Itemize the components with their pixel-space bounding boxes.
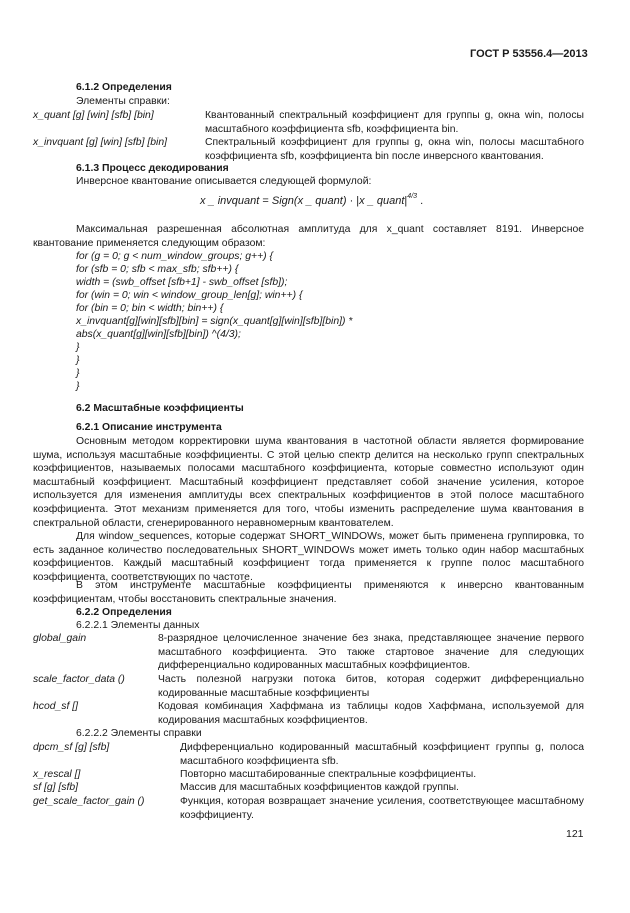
rescaling-paragraph: В этом инструменте масштабные коэффициенты применяются к инверсно квантованным коэффициентам, чтобы восстановить спектральные значения.: [33, 580, 584, 605]
formula-abs: x _ quant: [359, 195, 405, 207]
term-x-rescal: x_rescal []: [33, 769, 81, 780]
section-6-1-3-intro: Инверсное квантование описывается следующей формулой:: [76, 176, 372, 187]
def-get-scale-factor-gain: Функция, которая возвращает значение усиления, соответствующее масштабному коэффициенту.: [180, 796, 584, 821]
formula-exponent: 4/3: [407, 193, 418, 200]
def-dpcm-sf: Дифференциально кодированный масштабный коэффициент группы g, полоса масштабного коэффициента sfb.: [180, 742, 584, 767]
section-6-1-3-title: 6.1.3 Процесс декодирования: [76, 163, 229, 174]
formula-equals: =: [262, 195, 269, 207]
code-line: for (sfb = 0; sfb < max_sfb; sfb++) {: [76, 264, 239, 275]
inverse-quantization-formula: x _ invquant = Sign(x _ quant) · |x _ $quant|^{4/3}$ .: [200, 193, 424, 207]
def-hcod-sf: Кодовая комбинация Хаффмана из таблицы кодов Хаффмана, используемой для кодирования масштабных коэффициентов.: [158, 701, 584, 726]
code-line: }: [76, 368, 80, 379]
term-global-gain: global_gain: [33, 633, 87, 644]
def-x-quant: Квантованный спектральный коэффициент для группы g, окна win, полосы масштабного коэффициента sfb, коэффициента bin.: [205, 110, 584, 135]
code-line: }: [76, 355, 80, 366]
code-line: }: [76, 342, 80, 353]
term-scale-factor-data: scale_factor_data (): [33, 674, 125, 685]
def-sf: Массив для масштабных коэффициентов каждой группы.: [180, 782, 459, 793]
formula-dot: ·: [349, 195, 354, 207]
formula-tail: .: [420, 195, 424, 207]
section-6-2-2-title: 6.2.2 Определения: [76, 607, 172, 618]
term-get-scale-factor-gain: get_scale_factor_gain (): [33, 796, 145, 807]
max-amplitude-paragraph: Максимальная разрешенная абсолютная амплитуда для x_quant составляет 8191. Инверсное квантование применяется следующим образом:: [33, 224, 584, 249]
subsection-6-2-2-2: 6.2.2.2 Элементы справки: [76, 728, 202, 739]
term-hcod-sf: hcod_sf []: [33, 701, 79, 712]
page-number: 121: [566, 828, 584, 840]
term-sf: sf [g] [sfb]: [33, 782, 79, 793]
code-line: }: [76, 381, 80, 392]
section-6-1-2-title: 6.1.2 Определения: [76, 82, 172, 93]
term-dpcm-sf: dpcm_sf [g] [sfb]: [33, 742, 110, 753]
formula-sign: Sign(x _ quant): [271, 195, 347, 207]
term-x-invquant: x_invquant [g] [win] [sfb] [bin]: [33, 137, 167, 148]
subsection-6-2-2-1: 6.2.2.1 Элементы данных: [76, 620, 200, 631]
def-x-invquant: Спектральный коэффициент для группы g, окна win, полосы масштабного коэффициента sfb, коэффициента bin после инверсного квантования.: [205, 137, 584, 162]
def-global-gain: 8-разрядное целочисленное значение без знака, представляющее значение первого масштабного коэффициента. Это также стартовое значение для следующих дифференциально кодированных масштабных коэффициентов.: [158, 633, 584, 672]
code-line: for (bin = 0; bin < width; bin++) {: [76, 303, 224, 314]
section-6-1-2-intro: Элементы справки:: [76, 96, 170, 107]
term-x-quant: x_quant [g] [win] [sfb] [bin]: [33, 110, 154, 121]
standard-header: ГОСТ Р 53556.4—2013: [470, 48, 588, 60]
code-line: for (g = 0; g < num_window_groups; g++) {: [76, 251, 273, 262]
window-grouping-paragraph: Для window_sequences, которые содержат SHORT_WINDOWs, может быть применена группировка, то есть заданное количество последовательных SHORT_WINDOWs может иметь только один набор масштабных коэффициентов. Каждый масштабный коэффициент тогда применяется к группе полос масштабного коэффициента, соответствующих по частоте.: [33, 531, 584, 583]
tool-description-paragraph: Основным методом корректировки шума квантования в частотной области является формирование шума, используя масштабные коэффициенты. С этой целью спектр делится на несколько групп спектральных коэффициентов, называемых полосами масштабного коэффициента, которые совместно используют один масштабный коэффициент. Масштабный коэффициент представляет собой значение усиления, которое используется для изменения амплитуды всех спектральных коэффициентов в этой полосе масштабного коэффициента. Этот механизм применяется для того, чтобы изменить распределение шума квантования в спектральной области, сгенерированного неравномерным квантователем.: [33, 436, 584, 529]
def-x-rescal: Повторно масштабированные спектральные коэффициенты.: [180, 769, 477, 780]
section-6-2-title: 6.2 Масштабные коэффициенты: [76, 403, 244, 414]
section-6-2-1-title: 6.2.1 Описание инструмента: [76, 422, 222, 433]
code-line: x_invquant[g][win][sfb][bin] = sign(x_quant[g][win][sfb][bin]) *: [76, 316, 353, 327]
code-line: width = (swb_offset [sfb+1] - swb_offset [sfb]);: [76, 277, 288, 288]
def-scale-factor-data: Часть полезной нагрузки потока битов, которая содержит дифференциально кодированные масштабные коэффициенты: [158, 674, 584, 699]
code-line: for (win = 0; win < window_group_len[g]; win++) {: [76, 290, 303, 301]
code-line: abs(x_quant[g][win][sfb][bin]) ^(4/3);: [76, 329, 241, 340]
formula-lhs: x _ invquant: [200, 195, 260, 207]
